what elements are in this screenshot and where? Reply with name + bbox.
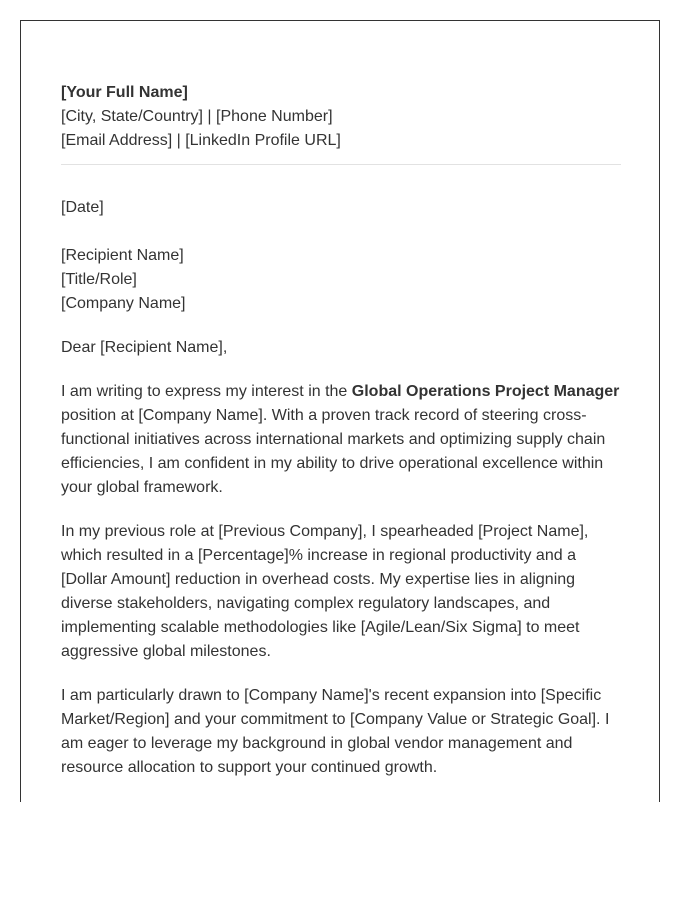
letter-header: [61, 81, 621, 153]
header-divider: [61, 164, 621, 165]
recipient-name: [Recipient Name]: [61, 247, 184, 264]
body-paragraph-1: [61, 380, 621, 500]
sender-location-phone: [City, State/Country] | [Phone Number]: [61, 108, 333, 125]
letter-content: [61, 81, 621, 800]
sender-email-linkedin: [Email Address] | [LinkedIn Profile URL]: [61, 132, 341, 149]
job-title-highlight: Global Operations Project Manager: [351, 383, 620, 400]
body-paragraph-3: I am particularly drawn to [Company Name]'s recent expansion into [Specific Market/Region] and your commitment to [Company Value or Strategic Goal]. I am eager to leverage my background in global vendor management and resource allocation to support your continued growth.: [61, 687, 610, 776]
body-paragraph-2: In my previous role at [Previous Company], I spearheaded [Project Name], which resulted in a [Percentage]% increase in regional productivity and a [Dollar Amount] reduction in overhead costs. My expertise lies in aligning diverse stakeholders, navigating complex regulatory landscapes, and implementing scalable methodologies like [Agile/Lean/Six Sigma] to meet aggressive global milestones.: [61, 523, 589, 660]
paragraph-1-rest: position at [Company Name]. With a proven track record of steering cross-functional initiatives across international markets and optimizing supply chain efficiencies, I am confident in my ability to drive operational excellence within your global framework.: [61, 407, 606, 496]
paragraph-1-intro: I am writing to express my interest in the: [61, 383, 352, 400]
recipient-block: [61, 244, 621, 316]
recipient-company: [Company Name]: [61, 295, 186, 312]
recipient-title: [Title/Role]: [61, 271, 137, 288]
salutation: Dear [Recipient Name],: [61, 339, 228, 356]
sender-name: [Your Full Name]: [61, 84, 188, 101]
letter-date: [Date]: [61, 199, 104, 216]
letter-page: [20, 20, 660, 802]
